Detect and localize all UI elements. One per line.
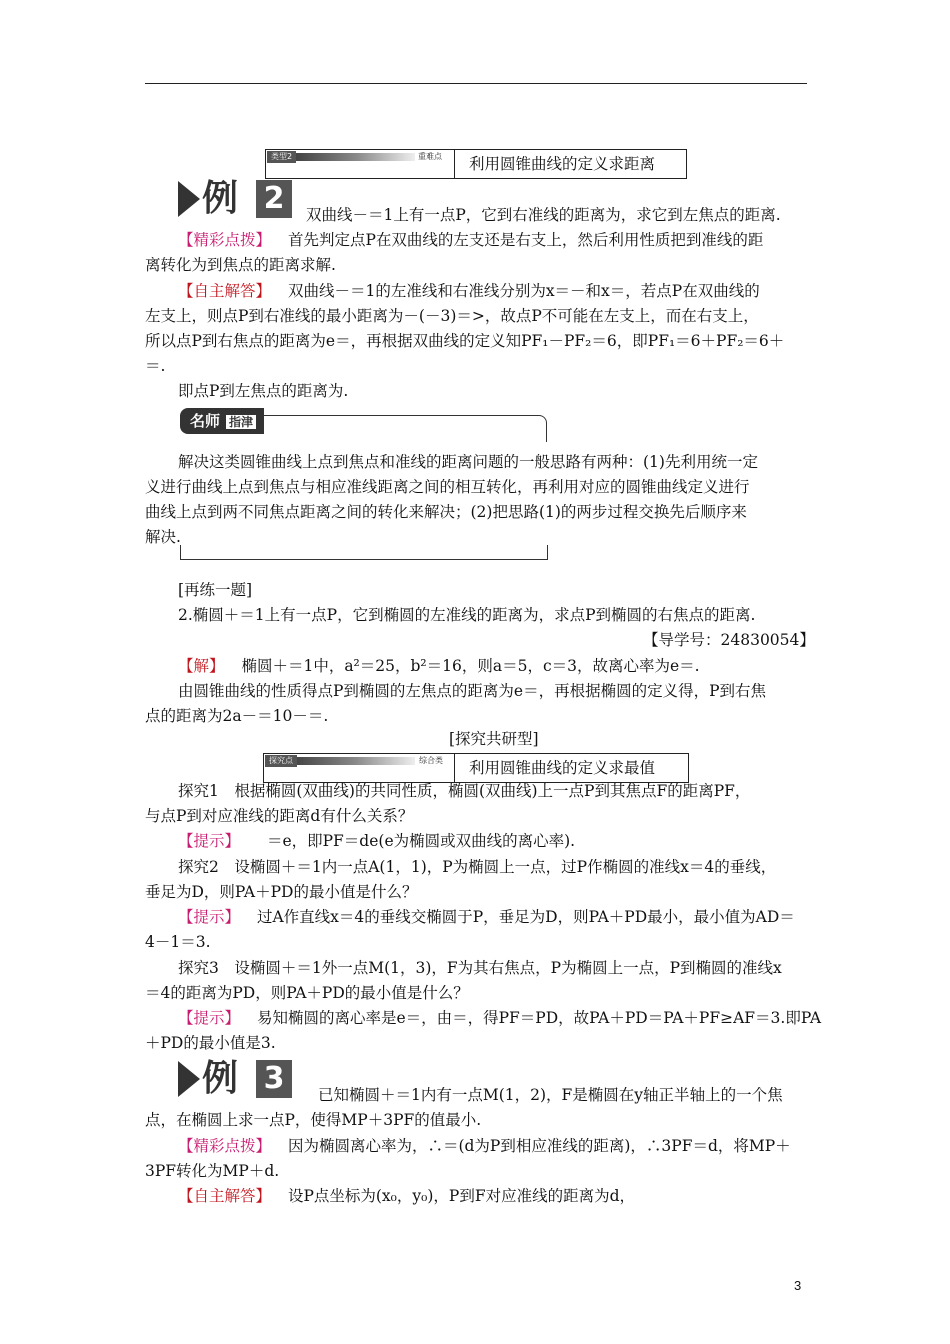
explore-q1-cont: 与点P到对应准线的距离d有什么关系？ [145, 807, 414, 825]
explore-h2-cont: 4－1＝3. [145, 933, 211, 951]
solution-text-3: 所以点P到右焦点的距离为e＝，再根据双曲线的定义知PF₁－PF₂＝6，即PF₁＝6＋PF₂＝6＋ [145, 332, 785, 350]
explore-q3: 探究3 设椭圆＋＝1外一点M(1，3)，F为其右焦点，P为椭圆上一点，P到椭圆的准线x [178, 959, 782, 977]
tips-label [180, 408, 264, 434]
arrow-icon [178, 181, 200, 217]
example-number: 2 [256, 180, 292, 218]
tips-label-sub: 指津 [226, 415, 256, 429]
solution-text: 双曲线－＝1的左准线和右准线分别为x＝－和x＝，若点P在双曲线的 [287, 282, 760, 300]
hint-line [178, 229, 763, 251]
section-type-box [265, 149, 687, 179]
type-tag: 类型2 [267, 151, 296, 163]
example-question: 已知椭圆＋＝1内有一点M(1，2)，F是椭圆在y轴正半轴上的一个焦 [318, 1086, 783, 1104]
practice-solution-line [178, 655, 700, 677]
explore-q2: 探究2 设椭圆＋＝1内一点A(1，1)，P为椭圆上一点，过P作椭圆的准线x＝4的垂线， [178, 858, 777, 876]
explore-h2-line [178, 906, 795, 928]
solution-label: 【解】 [178, 657, 225, 675]
hint-label: 【精彩点拨】 [178, 1137, 272, 1155]
type-divider [454, 754, 455, 782]
explore-h3-line [178, 1007, 821, 1029]
explore-h3-cont: ＋PD的最小值是3. [145, 1034, 276, 1052]
solution-line [178, 280, 760, 302]
example-label: 例 [202, 1058, 239, 1099]
explore-h3: 易知椭圆的离心率是e＝，由＝，得PF＝PD，故PA＋PD＝PA＋PF≥AF＝3.即PA [256, 1009, 822, 1027]
hint-label: 【提示】 [178, 832, 241, 850]
solution-text-4: ＝. [145, 357, 166, 375]
explore-q1: 探究1 根据椭圆(双曲线)的共同性质，椭圆(双曲线)上一点P到其焦点F的距离PF， [178, 782, 751, 800]
example-label: 例 [202, 178, 239, 219]
hint-text-cont: 3PF转化为MP＋d. [145, 1162, 280, 1180]
example-question: 双曲线－＝1上有一点P，它到右准线的距离为，求它到左焦点的距离. [306, 206, 781, 224]
practice-solution-text: 椭圆＋＝1中，a²＝25，b²＝16，则a＝5，c＝3，故离心率为e＝. [241, 657, 700, 675]
hint-text: 因为椭圆离心率为，∴＝(d为P到相应准线的距离)，∴3PF＝d，将MP＋ [287, 1137, 791, 1155]
example-number: 3 [256, 1060, 292, 1098]
tips-text-1: 解决这类圆锥曲线上点到焦点和准线的距离问题的一般思路有两种：(1)先利用统一定 [178, 453, 758, 471]
solution-line [178, 1185, 635, 1207]
example-question-cont: 点，在椭圆上求一点P，使得MP＋3PF的值最小. [145, 1111, 482, 1129]
tips-text-2: 义进行曲线上点到焦点与相应准线距离之间的相互转化，再利用对应的圆锥曲线定义进行 [145, 478, 750, 496]
explore-q2-cont: 垂足为D，则PA＋PD的最小值是什么？ [145, 883, 418, 901]
example-badge [178, 178, 294, 220]
solution-text: 设P点坐标为(x₀，y₀)，P到F对应准线的距离为d， [287, 1187, 636, 1205]
section-title: 利用圆锥曲线的定义求最值 [469, 759, 656, 777]
reference-number: 【导学号：24830054】 [643, 631, 815, 649]
type-divider [454, 150, 455, 178]
hint-label: 【精彩点拨】 [178, 231, 272, 249]
type-tag: 探究点 [265, 755, 297, 767]
solution-label: 【自主解答】 [178, 282, 272, 300]
hint-line [178, 1135, 791, 1157]
explore-h1: ＝e，即PF＝de(e为椭圆或双曲线的离心率). [266, 832, 576, 850]
explore-h1-line [178, 830, 575, 852]
practice-question: 2.椭圆＋＝1上有一点P，它到椭圆的左准线的距离为，求点P到椭圆的右焦点的距离. [178, 606, 756, 624]
section-type-box-2 [263, 753, 689, 783]
type-tag-level: 重难点 [418, 152, 442, 161]
type-tag-level: 综合类 [419, 756, 443, 765]
tips-label-main: 名师 [190, 412, 221, 430]
practice-solution-3: 点的距离为2a－＝10－＝. [145, 707, 329, 725]
hint-label: 【提示】 [178, 908, 241, 926]
tips-box-bottom [180, 545, 548, 560]
explore-heading: [探究共研型] [449, 730, 539, 748]
practice-heading: [再练一题] [178, 581, 253, 599]
hint-text: 首先判定点P在双曲线的左支还是右支上，然后利用性质把到准线的距 [287, 231, 764, 249]
tips-text-3: 曲线上点到两不同焦点距离之间的转化来解决；(2)把思路(1)的两步过程交换先后顺序来 [145, 503, 747, 521]
hint-text-cont: 离转化为到焦点的距离求解. [145, 256, 336, 274]
arrow-icon [178, 1061, 200, 1097]
explore-h2: 过A作直线x＝4的垂线交椭圆于P，垂足为D，则PA＋PD最小，最小值为AD＝ [256, 908, 795, 926]
example-badge [178, 1058, 294, 1100]
explore-q3-cont: ＝4的距离为PD，则PA＋PD的最小值是什么？ [145, 984, 469, 1002]
header-rule [145, 83, 807, 84]
practice-solution-2: 由圆锥曲线的性质得点P到椭圆的左焦点的距离为e＝，再根据椭圆的定义得，P到右焦 [178, 682, 767, 700]
solution-label: 【自主解答】 [178, 1187, 272, 1205]
solution-text-2: 左支上，则点P到右准线的最小距离为－(－3)＝>，故点P不可能在左支上，而在右支上， [145, 307, 759, 325]
solution-text-5: 即点P到左焦点的距离为. [178, 382, 349, 400]
hint-label: 【提示】 [178, 1009, 241, 1027]
section-title: 利用圆锥曲线的定义求距离 [469, 155, 656, 173]
tips-text-4: 解决. [145, 528, 181, 546]
page-number: 3 [794, 1278, 802, 1293]
